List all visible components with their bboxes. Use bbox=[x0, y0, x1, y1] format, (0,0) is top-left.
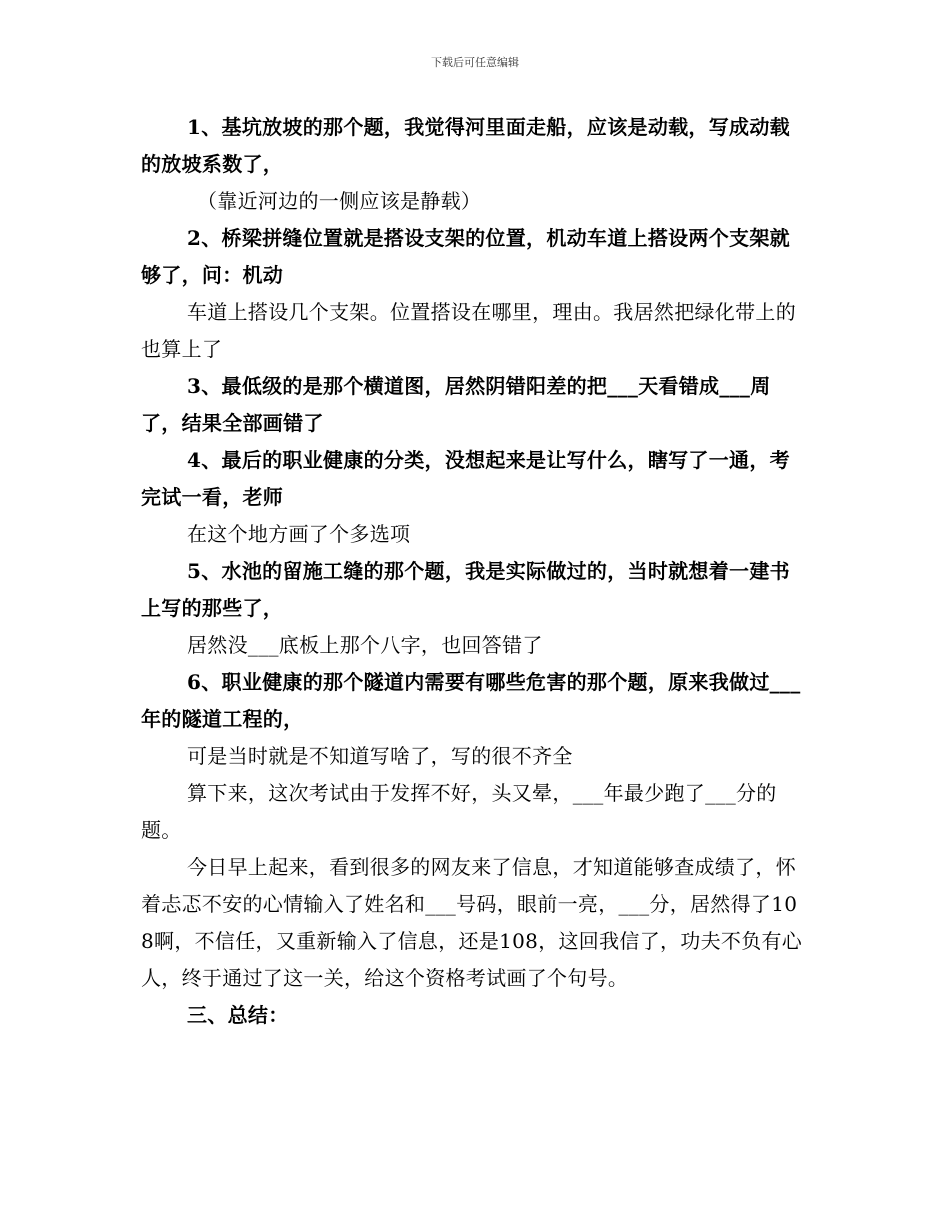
paragraph-item-3: 3、最低级的是那个横道图，居然阴错阳差的把___天看错成___周了，结果全部画错了 bbox=[141, 374, 771, 435]
paragraph-item-6: 6、职业健康的那个隧道内需要有哪些危害的那个题，原来我做过___年的隧道工程的， bbox=[141, 670, 801, 731]
page-header: 下载后可任意编辑 bbox=[431, 56, 519, 69]
paragraph-note-5: 居然没___底板上那个八字，也回答错了 bbox=[187, 633, 543, 657]
paragraph-note-4: 在这个地方画了个多选项 bbox=[187, 522, 411, 546]
paragraph-summary-score: 算下来，这次考试由于发挥不好，头又晕，___年最少跑了___分的题。 bbox=[141, 781, 777, 842]
document-body bbox=[141, 109, 809, 1034]
paragraph-item-5: 5、水池的留施工缝的那个题，我是实际做过的，当时就想着一建书上写的那些了， bbox=[141, 559, 790, 620]
paragraph-item-2: 2、桥梁拼缝位置就是搭设支架的位置，机动车道上搭设两个支架就够了，问：机动 bbox=[141, 226, 790, 287]
paragraph-note-1: （靠近河边的一侧应该是静载） bbox=[197, 189, 482, 213]
paragraph-item-4: 4、最后的职业健康的分类，没想起来是让写什么，瞎写了一通，考完试一看，老师 bbox=[141, 448, 790, 509]
paragraph-item-1: 1、基坑放坡的那个题，我觉得河里面走船，应该是动载，写成动载的放坡系数了， bbox=[141, 115, 790, 176]
paragraph-result: 今日早上起来，看到很多的网友来了信息，才知道能够查成绩了，怀着忐忑不安的心情输入了姓名和___号码，眼前一亮，___分，居然得了108啊，不信任，又重新输入了信息，还是108，这回我信了，功夫不负有心人，终于通过了这一关，给这个资格考试画了个句号。 bbox=[141, 855, 803, 990]
section-heading-summary: 三、总结： bbox=[187, 1003, 289, 1027]
paragraph-note-6: 可是当时就是不知道写啥了，写的很不齐全 bbox=[187, 744, 573, 768]
paragraph-note-2: 车道上搭设几个支架。位置搭设在哪里，理由。我居然把绿化带上的也算上了 bbox=[141, 300, 796, 361]
